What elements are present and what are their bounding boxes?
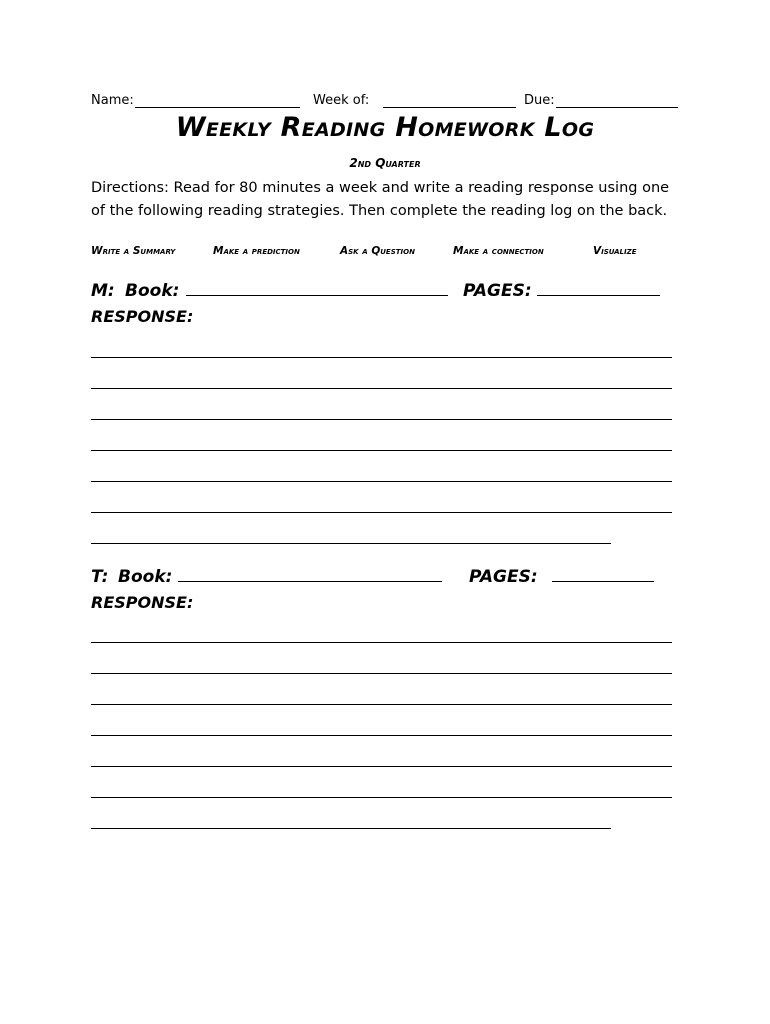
due-blank[interactable] (556, 107, 678, 108)
tuesday-book-blank[interactable] (178, 581, 442, 582)
monday-response-line[interactable] (91, 388, 672, 389)
monday-book-blank[interactable] (186, 295, 448, 296)
strategy-list (91, 245, 671, 261)
monday-response-line[interactable] (91, 419, 672, 420)
monday-response-line[interactable] (91, 512, 672, 513)
name-label: Name: (91, 93, 134, 108)
tuesday-response-label: RESPONSE: (91, 593, 194, 612)
tuesday-pages-blank[interactable] (552, 581, 654, 582)
monday-response-label: RESPONSE: (91, 307, 194, 326)
name-blank[interactable] (135, 107, 300, 108)
monday-section (91, 281, 681, 331)
header-fields (91, 93, 681, 113)
tuesday-response-line[interactable] (91, 766, 672, 767)
strategy-connection: Make a connection (453, 245, 544, 257)
monday-day-label: M: (91, 281, 115, 301)
monday-response-line[interactable] (91, 543, 611, 544)
strategy-visualize: Visualize (593, 245, 637, 257)
week-of-blank[interactable] (383, 107, 516, 108)
tuesday-response-line[interactable] (91, 735, 672, 736)
monday-response-line[interactable] (91, 357, 672, 358)
tuesday-section (91, 567, 681, 617)
tuesday-response-line[interactable] (91, 797, 672, 798)
monday-response-line[interactable] (91, 450, 672, 451)
page-title: Weekly Reading Homework Log (175, 112, 595, 143)
directions-text: Directions: Read for 80 minutes a week and write a reading response using one of the following reading strategies. Then complete the reading log on the back. (91, 180, 670, 219)
page-subtitle: 2nd Quarter (349, 156, 421, 170)
tuesday-book-row (91, 567, 681, 593)
tuesday-response-line[interactable] (91, 828, 611, 829)
monday-book-label: Book: (125, 281, 180, 301)
strategy-summary: Write a Summary (91, 245, 176, 257)
strategy-question: Ask a Question (340, 245, 415, 257)
tuesday-book-label: Book: (118, 567, 173, 587)
strategy-prediction: Make a prediction (213, 245, 300, 257)
monday-pages-blank[interactable] (537, 295, 660, 296)
tuesday-day-label: T: (91, 567, 109, 587)
tuesday-response-line[interactable] (91, 642, 672, 643)
week-of-label: Week of: (313, 93, 370, 108)
monday-response-line[interactable] (91, 481, 672, 482)
tuesday-response-line[interactable] (91, 673, 672, 674)
monday-pages-label: PAGES: (463, 281, 532, 301)
monday-book-row (91, 281, 681, 307)
tuesday-response-line[interactable] (91, 704, 672, 705)
due-label: Due: (524, 93, 555, 108)
tuesday-pages-label: PAGES: (469, 567, 538, 587)
